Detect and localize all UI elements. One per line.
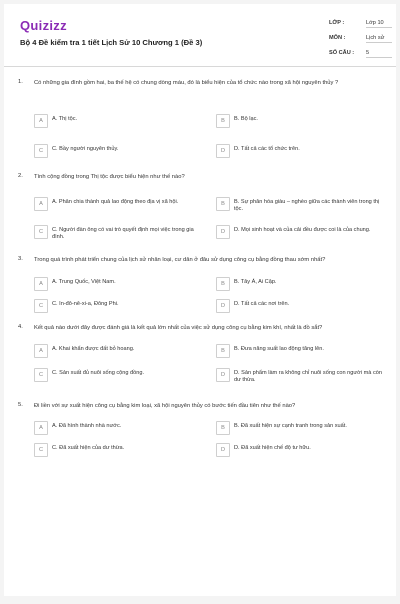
option-b[interactable] [216, 344, 384, 358]
question-number: 3. [18, 256, 23, 262]
option-c[interactable] [34, 299, 202, 313]
option-letter-box: C [34, 225, 48, 239]
option-text: D. Sản phẩm làm ra không chỉ nuôi sống con người mà còn dư thừa. [234, 370, 382, 383]
option-letter-box: A [34, 344, 48, 358]
option-a[interactable] [34, 277, 202, 291]
question-number: 1. [18, 79, 23, 85]
option-a[interactable] [34, 197, 202, 211]
option-letter-box: A [34, 421, 48, 435]
meta-question-count-label: SỐ CÂU : [329, 50, 355, 56]
option-d[interactable] [216, 368, 384, 382]
question-text: Có những gia đình gồm hai, ba thế hệ có chung dòng máu, đó là biểu hiện của tổ chức nào trong xã hội nguyên thủy ? [34, 80, 339, 86]
option-b[interactable] [216, 421, 384, 435]
worksheet-title: Bộ 4 Đề kiểm tra 1 tiết Lịch Sử 10 Chương 1 (Đề 3) [20, 38, 203, 47]
option-letter-box: D [216, 225, 230, 239]
option-text: B. Đã xuất hiện sự cạnh tranh trong sản xuất. [234, 423, 347, 429]
option-d[interactable] [216, 299, 384, 313]
option-c[interactable] [34, 368, 202, 382]
option-d[interactable] [216, 144, 384, 158]
option-text: C. In-đô-nê-xi-a, Đông Phi. [52, 301, 119, 307]
option-a[interactable] [34, 421, 202, 435]
option-c[interactable] [34, 225, 202, 239]
option-letter-box: D [216, 144, 230, 158]
option-b[interactable] [216, 197, 384, 211]
option-letter-box: B [216, 344, 230, 358]
option-text: B. Tây Á, Ai Cập. [234, 279, 277, 285]
option-a[interactable] [34, 344, 202, 358]
option-text: A. Thị tộc. [52, 116, 78, 122]
worksheet-header [4, 4, 396, 67]
option-text: D. Tất cả các nơi trên. [234, 301, 290, 307]
option-text: A. Đã hình thành nhà nước. [52, 423, 122, 429]
question-text: Trong quá trình phát triển chung của lịch sử nhân loại, cư dân ở đâu sử dụng công cụ bằng đồng thau sớm nhất? [34, 257, 326, 263]
option-text: D. Mọi sinh hoạt và của cải đều được coi là của chung. [234, 227, 371, 233]
option-text: D. Tất cả các tổ chức trên. [234, 146, 300, 152]
quizizz-logo: Quizizz [20, 18, 67, 33]
option-c[interactable] [34, 443, 202, 457]
option-letter-box: A [34, 114, 48, 128]
question-number: 5. [18, 402, 23, 408]
meta-subject-label: MÔN : [329, 35, 346, 41]
meta-question-count-value: 5 [366, 50, 392, 58]
option-c[interactable] [34, 144, 202, 158]
option-text: A. Trung Quốc, Việt Nam. [52, 279, 116, 285]
option-letter-box: C [34, 144, 48, 158]
option-text: A. Khai khẩn được đất bỏ hoang. [52, 346, 135, 352]
question-number: 2. [18, 173, 23, 179]
option-letter-box: C [34, 443, 48, 457]
option-text: B. Đưa năng suất lao động tăng lên. [234, 346, 324, 352]
option-b[interactable] [216, 114, 384, 128]
question-number: 4. [18, 324, 23, 330]
option-letter-box: A [34, 277, 48, 291]
option-letter-box: C [34, 299, 48, 313]
meta-class-label: LỚP : [329, 20, 345, 26]
meta-class-value: Lớp 10 [366, 20, 392, 28]
meta-subject-value: Lịch sử [366, 35, 392, 43]
option-text: C. Đã xuất hiện của dư thừa. [52, 445, 125, 451]
option-text: C. Bầy người nguyên thủy. [52, 146, 119, 152]
question-text: Đi liền với sự xuất hiện công cụ bằng kim loại, xã hội nguyên thủy có bước tiến đầu tiên như thế nào? [34, 403, 296, 409]
option-letter-box: B [216, 277, 230, 291]
option-letter-box: D [216, 368, 230, 382]
question-text: Tính cộng đồng trong Thị tộc được biểu hiện như thế nào? [34, 174, 185, 180]
worksheet-page [4, 4, 396, 596]
option-letter-box: D [216, 443, 230, 457]
option-text: C. Người đàn ông có vai trò quyết định mọi việc trong gia đình. [52, 227, 194, 240]
option-letter-box: B [216, 197, 230, 211]
option-letter-box: A [34, 197, 48, 211]
option-a[interactable] [34, 114, 202, 128]
option-letter-box: B [216, 421, 230, 435]
option-text: B. Bộ lạc. [234, 116, 258, 122]
option-letter-box: C [34, 368, 48, 382]
option-d[interactable] [216, 225, 384, 239]
option-text: C. Sản xuất đủ nuôi sống cộng đồng. [52, 370, 145, 376]
option-text: D. Đã xuất hiện chế độ tư hữu. [234, 445, 311, 451]
option-text: B. Sự phân hóa giàu – nghèo giữa các thành viên trong thị tộc. [234, 199, 380, 212]
option-text: A. Phân chia thành quả lao động theo địa vị xã hội. [52, 199, 179, 205]
option-letter-box: B [216, 114, 230, 128]
question-text: Kết quả nào dưới đây được đánh giá là kết quả lớn nhất của việc sử dụng công cụ bằng kim khí, nhất là đồ sắt? [34, 325, 323, 331]
option-d[interactable] [216, 443, 384, 457]
option-letter-box: D [216, 299, 230, 313]
option-b[interactable] [216, 277, 384, 291]
